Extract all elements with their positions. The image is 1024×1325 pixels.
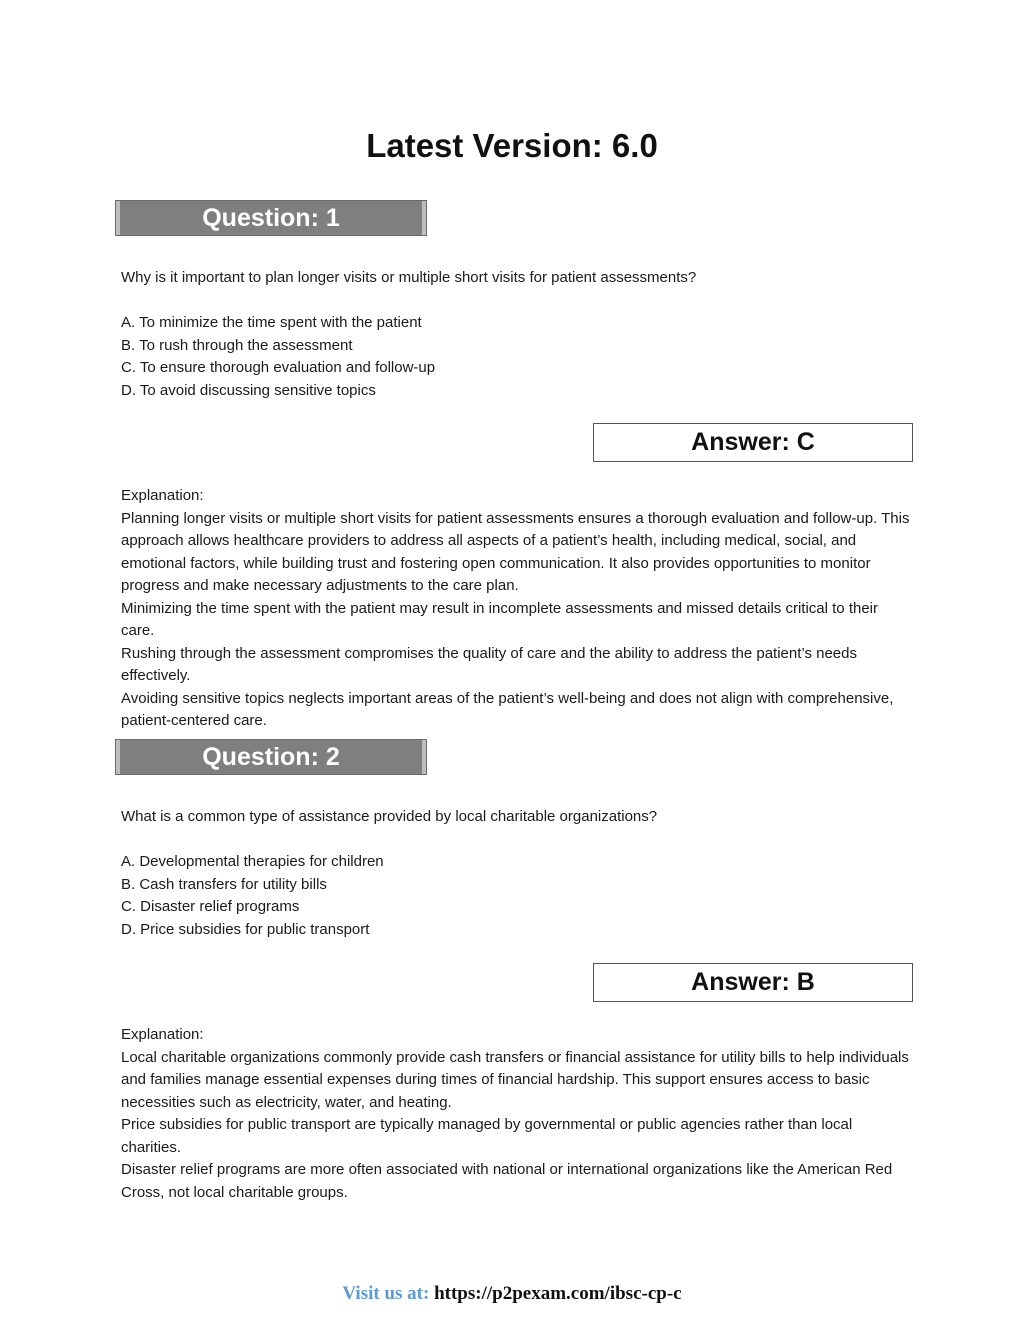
explanation-paragraph: Price subsidies for public transport are typically managed by governmental or public agencies rather than local charities. <box>121 1116 853 1156</box>
option-d: D. To avoid discussing sensitive topics <box>121 381 376 399</box>
option-b: B. To rush through the assessment <box>121 336 353 354</box>
question-2-banner: Question: 2 <box>115 739 427 775</box>
option-d: D. Price subsidies for public transport <box>121 920 370 938</box>
explanation-paragraph: Avoiding sensitive topics neglects important areas of the patient’s well-being and does not align with comprehensive, patient-centered care. <box>121 689 894 729</box>
question-1-options <box>121 312 911 402</box>
question-2-options <box>121 851 911 941</box>
explanation-paragraph: Minimizing the time spent with the patient may result in incomplete assessments and missed details critical to their care. <box>121 599 878 639</box>
question-1-text: Why is it important to plan longer visits or multiple short visits for patient assessments? <box>121 269 697 286</box>
page-title: Latest Version: 6.0 <box>366 127 658 164</box>
explanation-paragraph: Local charitable organizations commonly provide cash transfers or financial assistance for utility bills to help individuals and families manage essential expenses during times of financial hardship. This support ensures access to basic necessities such as electricity, water, and heating. <box>121 1048 909 1111</box>
footer <box>0 1282 1024 1306</box>
question-1-answer: Answer: C <box>593 423 913 462</box>
question-2-text: What is a common type of assistance provided by local charitable organizations? <box>121 808 658 825</box>
explanation-paragraph: Disaster relief programs are more often associated with national or international organizations like the American Red Cross, not local charitable groups. <box>121 1161 893 1201</box>
explanation-heading: Explanation: <box>121 487 204 504</box>
option-c: C. To ensure thorough evaluation and follow-up <box>121 359 436 376</box>
question-2-answer: Answer: B <box>593 963 913 1002</box>
explanation-paragraph: Planning longer visits or multiple short visits for patient assessments ensures a thorough evaluation and follow-up. This approach allows healthcare providers to address all aspects of a patient’s health, including medical, social, and emotional factors, while building trust and fostering open communication. It also provides opportunities to monitor progress and make necessary adjustments to the care plan. <box>121 509 910 594</box>
question-1-explanation <box>121 485 911 733</box>
option-a: A. To minimize the time spent with the patient <box>121 314 422 331</box>
footer-visit-label: Visit us at: <box>342 1283 430 1304</box>
question-1-banner: Question: 1 <box>115 200 427 236</box>
option-c: C. Disaster relief programs <box>121 898 300 915</box>
footer-url-link[interactable]: https://p2pexam.com/ibsc-cp-c <box>434 1283 682 1304</box>
option-b: B. Cash transfers for utility bills <box>121 875 327 893</box>
question-2-explanation <box>121 1024 911 1204</box>
explanation-heading: Explanation: <box>121 1026 204 1043</box>
explanation-paragraph: Rushing through the assessment compromises the quality of care and the ability to address the patient’s needs effectively. <box>121 644 857 684</box>
option-a: A. Developmental therapies for children <box>121 853 384 870</box>
